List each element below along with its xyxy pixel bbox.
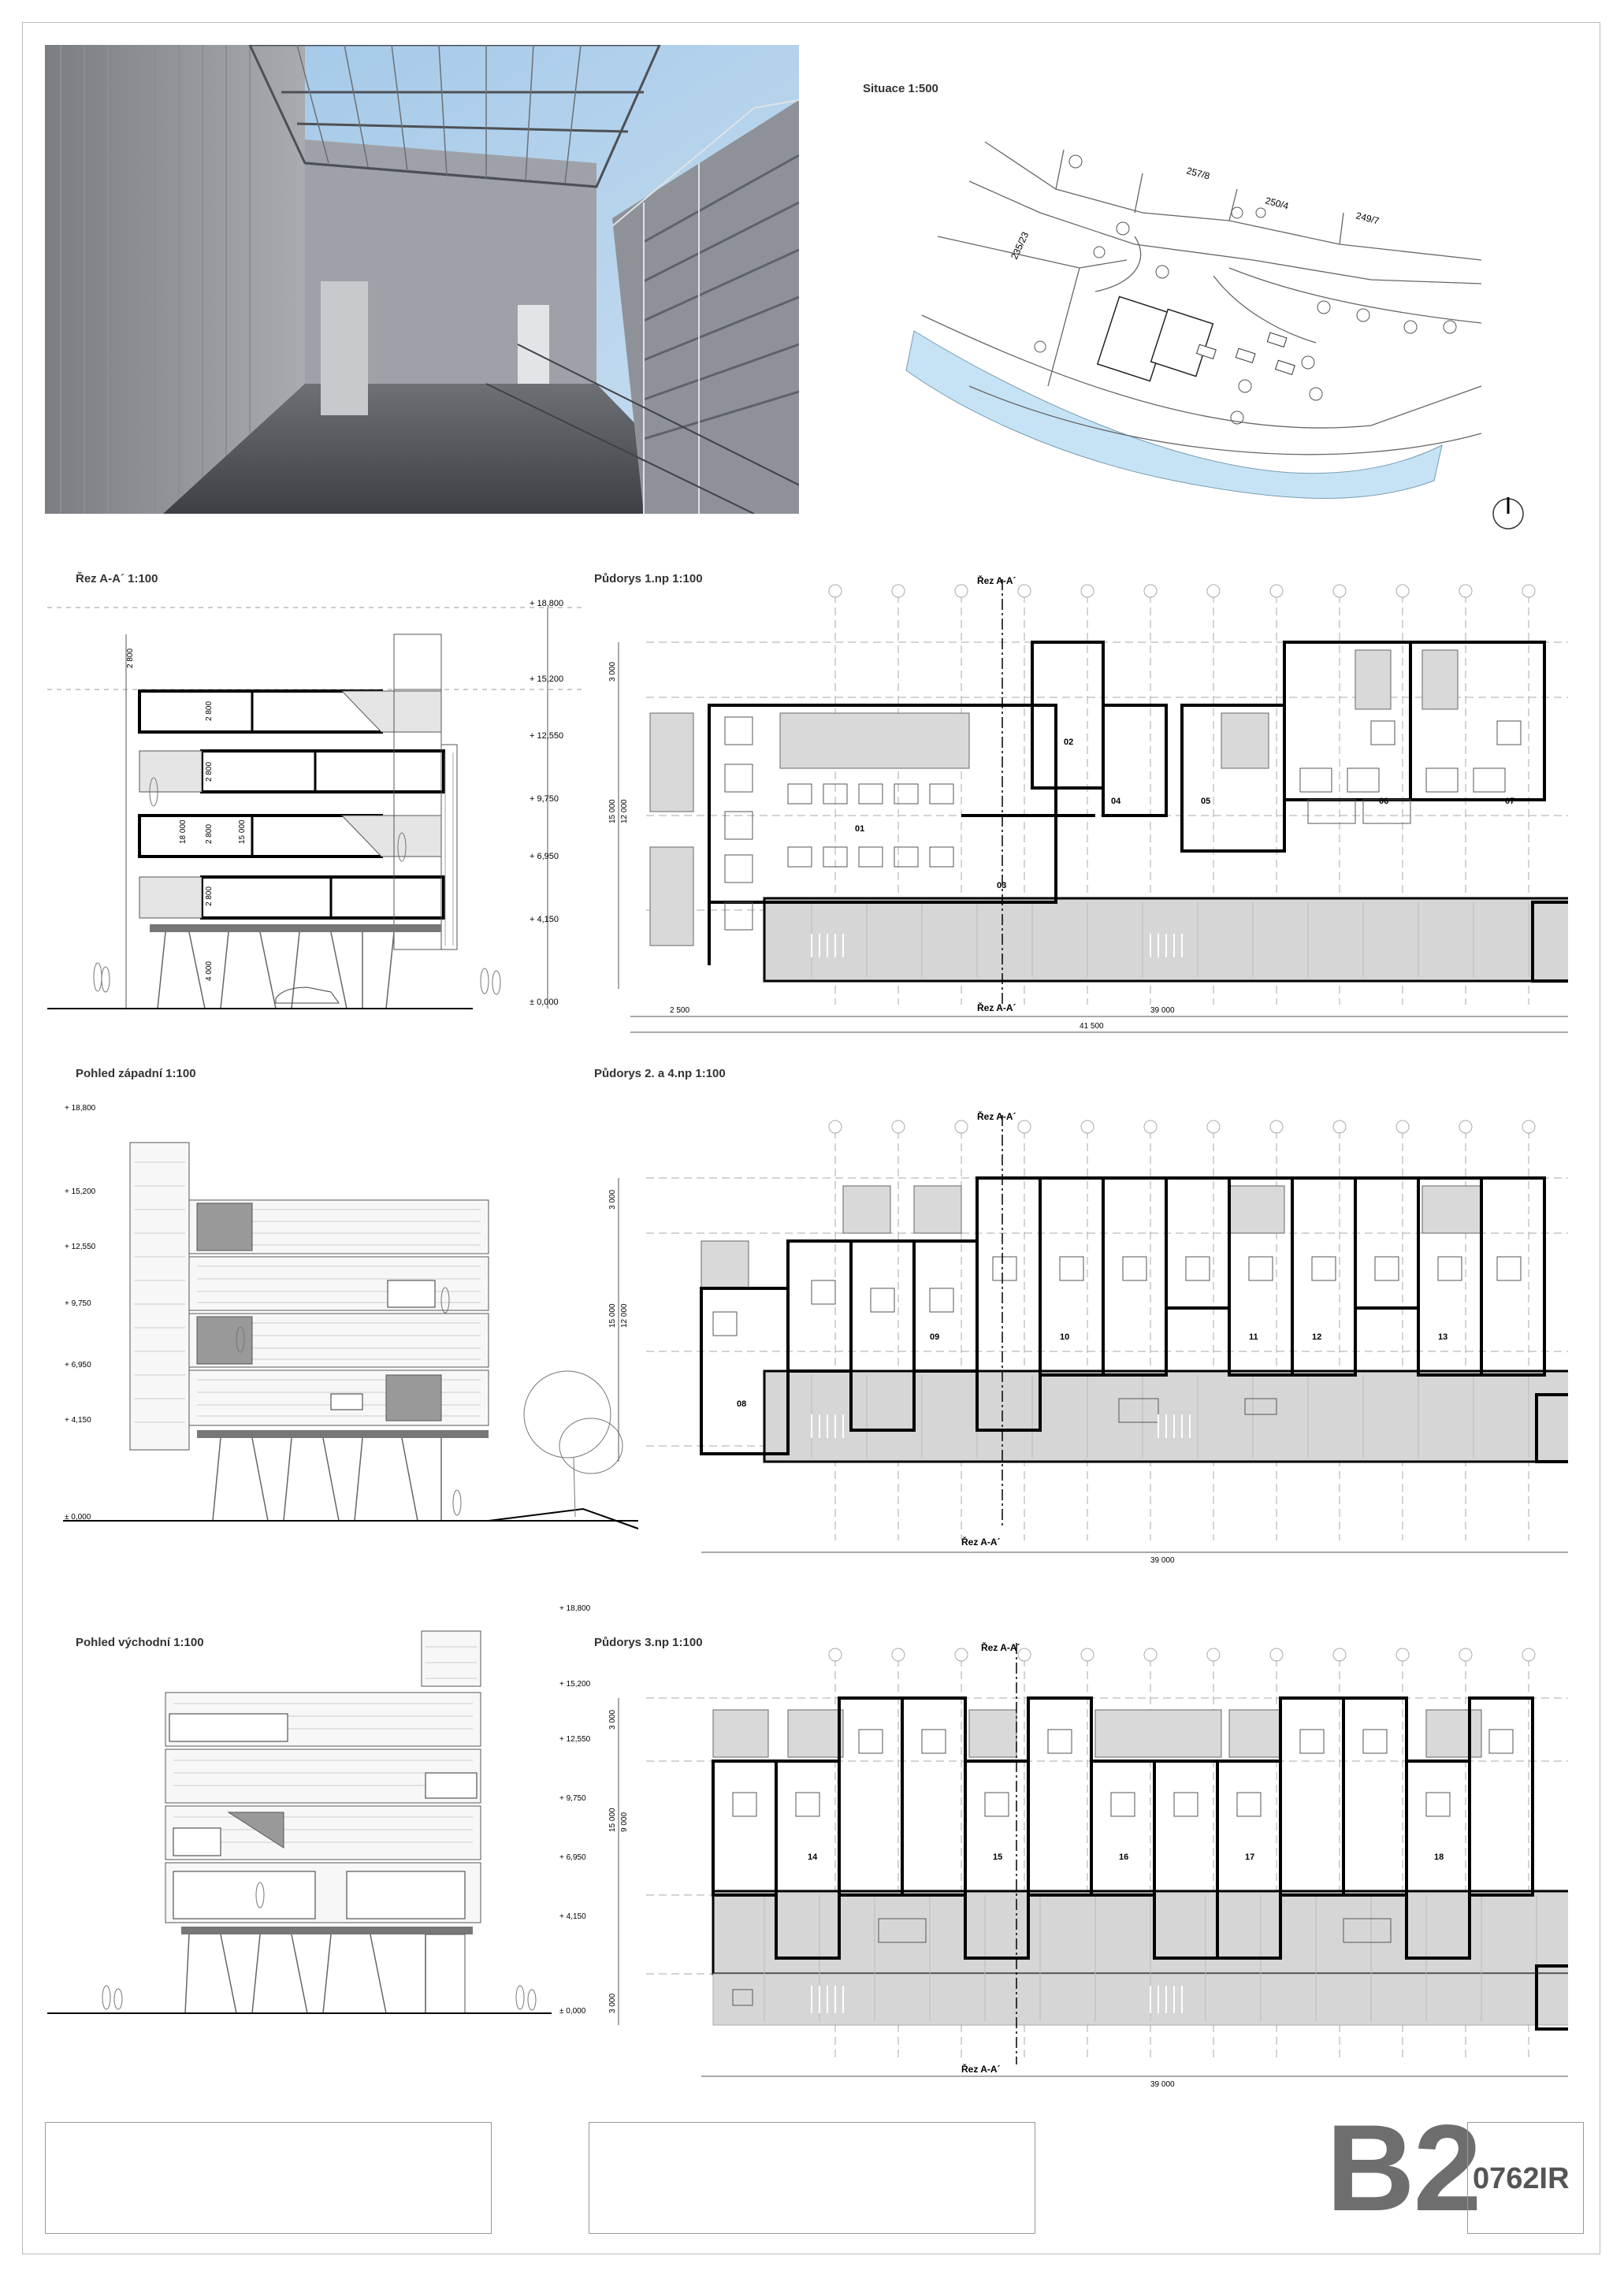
plan2-title: Půdorys 2. a 4.np 1:100 [594, 1067, 726, 1080]
level-mark: + 9,750 [559, 1794, 586, 1803]
room-number: 09 [930, 1332, 940, 1342]
parcel-label: 249/7 [1355, 210, 1381, 227]
dim-label: 2 800 [126, 648, 135, 668]
dim-label: 3 000 [608, 1993, 617, 2013]
room-number: 13 [1438, 1332, 1448, 1342]
dim-label: 2 500 [670, 1006, 690, 1015]
level-mark: + 18,800 [530, 599, 564, 608]
dim-label: 15 000 [608, 1808, 617, 1832]
room-number: 08 [737, 1399, 747, 1409]
room-number: 17 [1245, 1853, 1255, 1862]
level-mark: + 15,200 [65, 1187, 96, 1196]
section-title: Řez A-A´ 1:100 [76, 572, 158, 585]
room-number: 03 [997, 881, 1007, 890]
dim-label: 2 800 [205, 823, 214, 844]
dim-label: 39 000 [1150, 1006, 1175, 1015]
room-number: 06 [1379, 797, 1389, 806]
parcel-label: 235/23 [1009, 230, 1031, 262]
section-cut-label: Řez A-A´ [981, 1642, 1020, 1653]
sheet-number: B2 [1326, 2100, 1481, 2237]
level-mark: + 4,150 [65, 1416, 91, 1425]
room-number: 16 [1119, 1853, 1129, 1862]
site-plan [898, 126, 1489, 536]
section-cut-label: Řez A-A´ [961, 1537, 1001, 1548]
plan1-drawing [607, 563, 1568, 1036]
west-title: Pohled západní 1:100 [76, 1067, 196, 1080]
level-mark: ± 0,000 [559, 2007, 586, 2016]
level-mark: + 9,750 [65, 1299, 91, 1308]
project-code: 0762IR [1473, 2162, 1570, 2195]
plan3-drawing [607, 1635, 1568, 2092]
east-elevation-drawing [47, 1600, 599, 2025]
level-mark: + 4,150 [530, 915, 559, 924]
info-box-left [45, 2122, 492, 2234]
level-mark: + 12,550 [559, 1735, 591, 1744]
north-arrow-icon [1492, 491, 1525, 537]
level-mark: + 6,950 [65, 1361, 91, 1369]
section-cut-label: Řez A-A´ [977, 1002, 1016, 1013]
level-mark: + 15,200 [559, 1680, 591, 1689]
plan3-title: Půdorys 3.np 1:100 [594, 1636, 703, 1649]
dim-label: 12 000 [620, 799, 629, 823]
room-number: 18 [1434, 1853, 1444, 1862]
level-mark: ± 0,000 [530, 998, 559, 1007]
situation-title: Situace 1:500 [863, 82, 938, 95]
room-number: 04 [1111, 797, 1121, 806]
level-mark: + 18,800 [559, 1604, 591, 1613]
room-number: 11 [1249, 1332, 1258, 1342]
level-mark: + 4,150 [559, 1912, 586, 1921]
level-mark: + 12,550 [65, 1243, 96, 1251]
dim-label: 2 800 [205, 761, 214, 782]
dim-label: 39 000 [1150, 2080, 1175, 2089]
dim-label: 15 000 [238, 819, 247, 844]
level-mark: + 9,750 [530, 794, 559, 804]
section-cut-label: Řez A-A´ [961, 2064, 1001, 2075]
room-number: 07 [1505, 797, 1515, 806]
section-cut-label: Řez A-A´ [977, 575, 1016, 586]
dim-label: 2 800 [205, 886, 214, 906]
level-mark: + 18,800 [65, 1104, 96, 1113]
info-box-middle [589, 2122, 1035, 2234]
dim-label: 15 000 [608, 799, 617, 823]
dim-label: 9 000 [620, 1812, 629, 1832]
plan1-title: Půdorys 1.np 1:100 [594, 572, 703, 585]
room-number: 12 [1312, 1332, 1322, 1342]
level-mark: + 12,550 [530, 731, 564, 741]
dim-label: 3 000 [608, 661, 617, 682]
dim-label: 2 800 [205, 700, 214, 721]
dim-label: 41 500 [1080, 1022, 1104, 1031]
room-number: 01 [855, 824, 865, 834]
parcel-label: 257/8 [1185, 165, 1211, 182]
level-mark: + 6,950 [530, 852, 559, 861]
room-number: 05 [1201, 797, 1211, 806]
dim-label: 3 000 [608, 1709, 617, 1730]
level-mark: ± 0,000 [65, 1513, 91, 1522]
room-number: 10 [1060, 1332, 1070, 1342]
plan2-drawing [607, 1099, 1568, 1564]
room-number: 15 [993, 1853, 1003, 1862]
dim-label: 18 000 [179, 819, 188, 844]
east-title: Pohled východní 1:100 [76, 1636, 204, 1649]
level-mark: + 15,200 [530, 674, 564, 684]
dim-label: 39 000 [1150, 1556, 1175, 1564]
dim-label: 15 000 [608, 1303, 617, 1328]
dim-label: 12 000 [620, 1303, 629, 1328]
level-mark: + 6,950 [559, 1853, 586, 1862]
dim-label: 3 000 [608, 1189, 617, 1210]
section-cut-label: Řez A-A´ [977, 1111, 1016, 1122]
dim-label: 4 000 [205, 961, 214, 981]
parcel-label: 250/4 [1264, 195, 1290, 212]
section-drawing [47, 587, 583, 1024]
interior-render [45, 45, 799, 514]
room-number: 02 [1064, 738, 1074, 747]
room-number: 14 [808, 1853, 818, 1862]
west-elevation-drawing [47, 1099, 646, 1540]
